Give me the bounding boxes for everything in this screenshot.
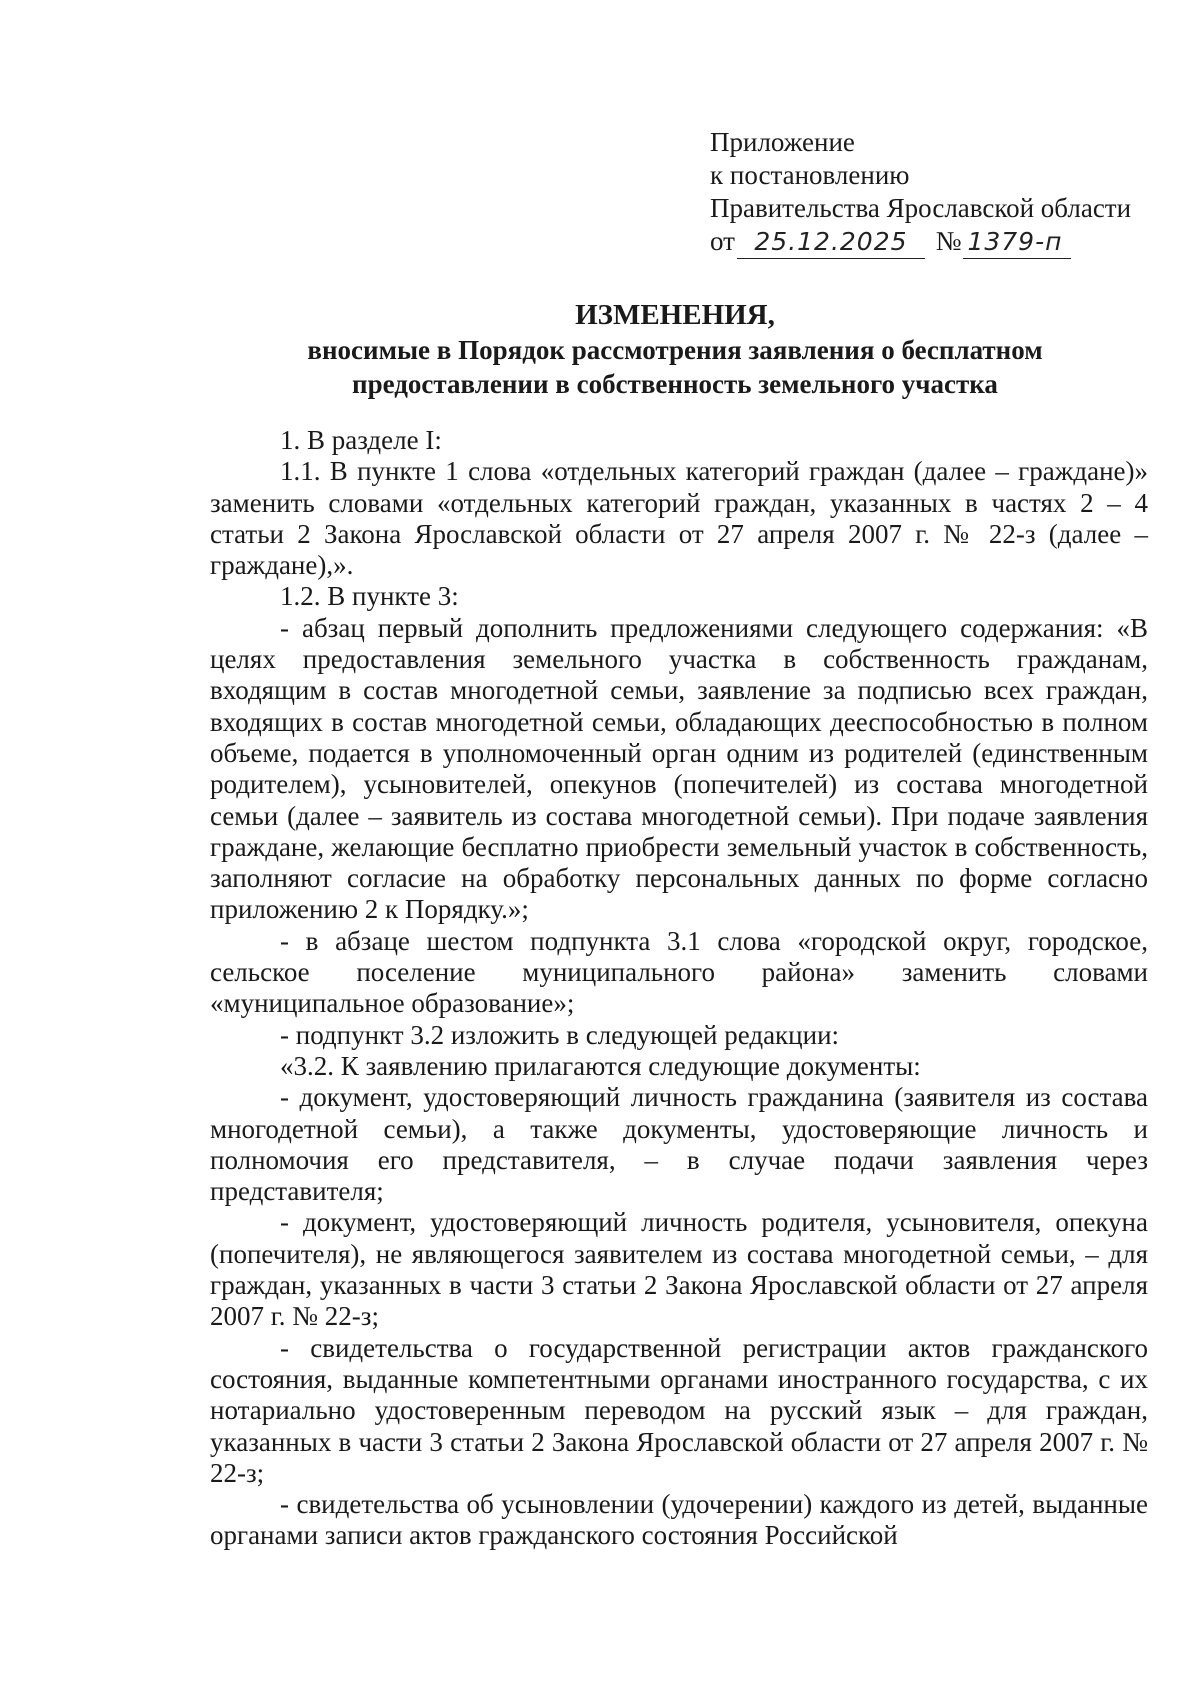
title-main: ИЗМЕНЕНИЯ, [575, 299, 775, 331]
paragraph: - документ, удостоверяющий личность родителя, усыновителя, опекуна (попечителя), не являющегося заявителем из состава многодетной семьи, – для граждан, указанных в части 3 статьи 2 Закона Ярославской области от 27 апреля 2007 г. № 22-з; [210, 1207, 1148, 1332]
paragraph: 1.2. В пункте 3: [280, 581, 459, 612]
handwritten-number: 1379-п [967, 227, 1063, 256]
paragraph: - в абзаце шестом подпункта 3.1 слова «городской округ, городское, сельское поселение муниципального района» заменить словами «муниципальное образование»; [210, 925, 1148, 1019]
document-title [210, 297, 1140, 401]
document-body [210, 425, 1148, 1552]
appendix-line-2: к постановлению [710, 160, 910, 190]
handwritten-date: 25.12.2025 [754, 227, 908, 256]
paragraph: - подпункт 3.2 изложить в следующей редакции: [280, 1019, 840, 1050]
appendix-line-3: Правительства Ярославской области [710, 193, 1132, 223]
date-field [737, 225, 925, 259]
paragraph: 1. В разделе I: [280, 425, 442, 455]
from-label: от [710, 226, 735, 256]
paragraph: 1.1. В пункте 1 слова «отдельных категорий граждан (далее – граждане)» заменить словами «отдельных категорий граждан, указанных в частях 2 – 4 статьи 2 Закона Ярославской области от 27 апреля 2007 г. № 22-з (далее – граждане),». [210, 456, 1148, 581]
paragraph: - абзац первый дополнить предложениями следующего содержания: «В целях предоставления земельного участка в собственность гражданам, входящим в состав многодетной семьи, заявление за подписью всех граждан, входящих в состав многодетной семьи, обладающих дееспособностью в полном объеме, подается в уполномоченный орган одним из родителей (единственным родителем), усыновителей, опекунов (попечителей) из состава многодетной семьи (далее – заявитель из состава многодетной семьи). При подаче заявления граждане, желающие бесплатно приобрести земельный участок в собственность, заполняют согласие на обработку персональных данных по форме согласно приложению 2 к Порядку.»; [210, 612, 1148, 925]
appendix-date-line [710, 225, 1131, 259]
title-sub-line-2: предоставлении в собственность земельного участка [352, 369, 998, 399]
title-sub-line-1: вносимые в Порядок рассмотрения заявления о бесплатном [307, 335, 1043, 365]
number-label: № [935, 226, 962, 256]
number-field [963, 225, 1071, 259]
paragraph: - документ, удостоверяющий личность гражданина (заявителя из состава многодетной семьи), а также документы, удостоверяющие личность и полномочия его представителя, – в случае подачи заявления через представителя; [210, 1082, 1148, 1207]
paragraph: - свидетельства о государственной регистрации актов гражданского состояния, выданные компетентными органами иностранного государства, с их нотариально удостоверенным переводом на русский язык – для граждан, указанных в части 3 статьи 2 Закона Ярославской области от 27 апреля 2007 г. № 22-з; [210, 1332, 1148, 1488]
appendix-header [710, 126, 1131, 259]
paragraph: «3.2. К заявлению прилагаются следующие документы: [280, 1050, 921, 1081]
paragraph: - свидетельства об усыновлении (удочерении) каждого из детей, выданные органами записи актов гражданского состояния Российской [210, 1489, 1148, 1551]
appendix-line-1: Приложение [710, 127, 855, 157]
